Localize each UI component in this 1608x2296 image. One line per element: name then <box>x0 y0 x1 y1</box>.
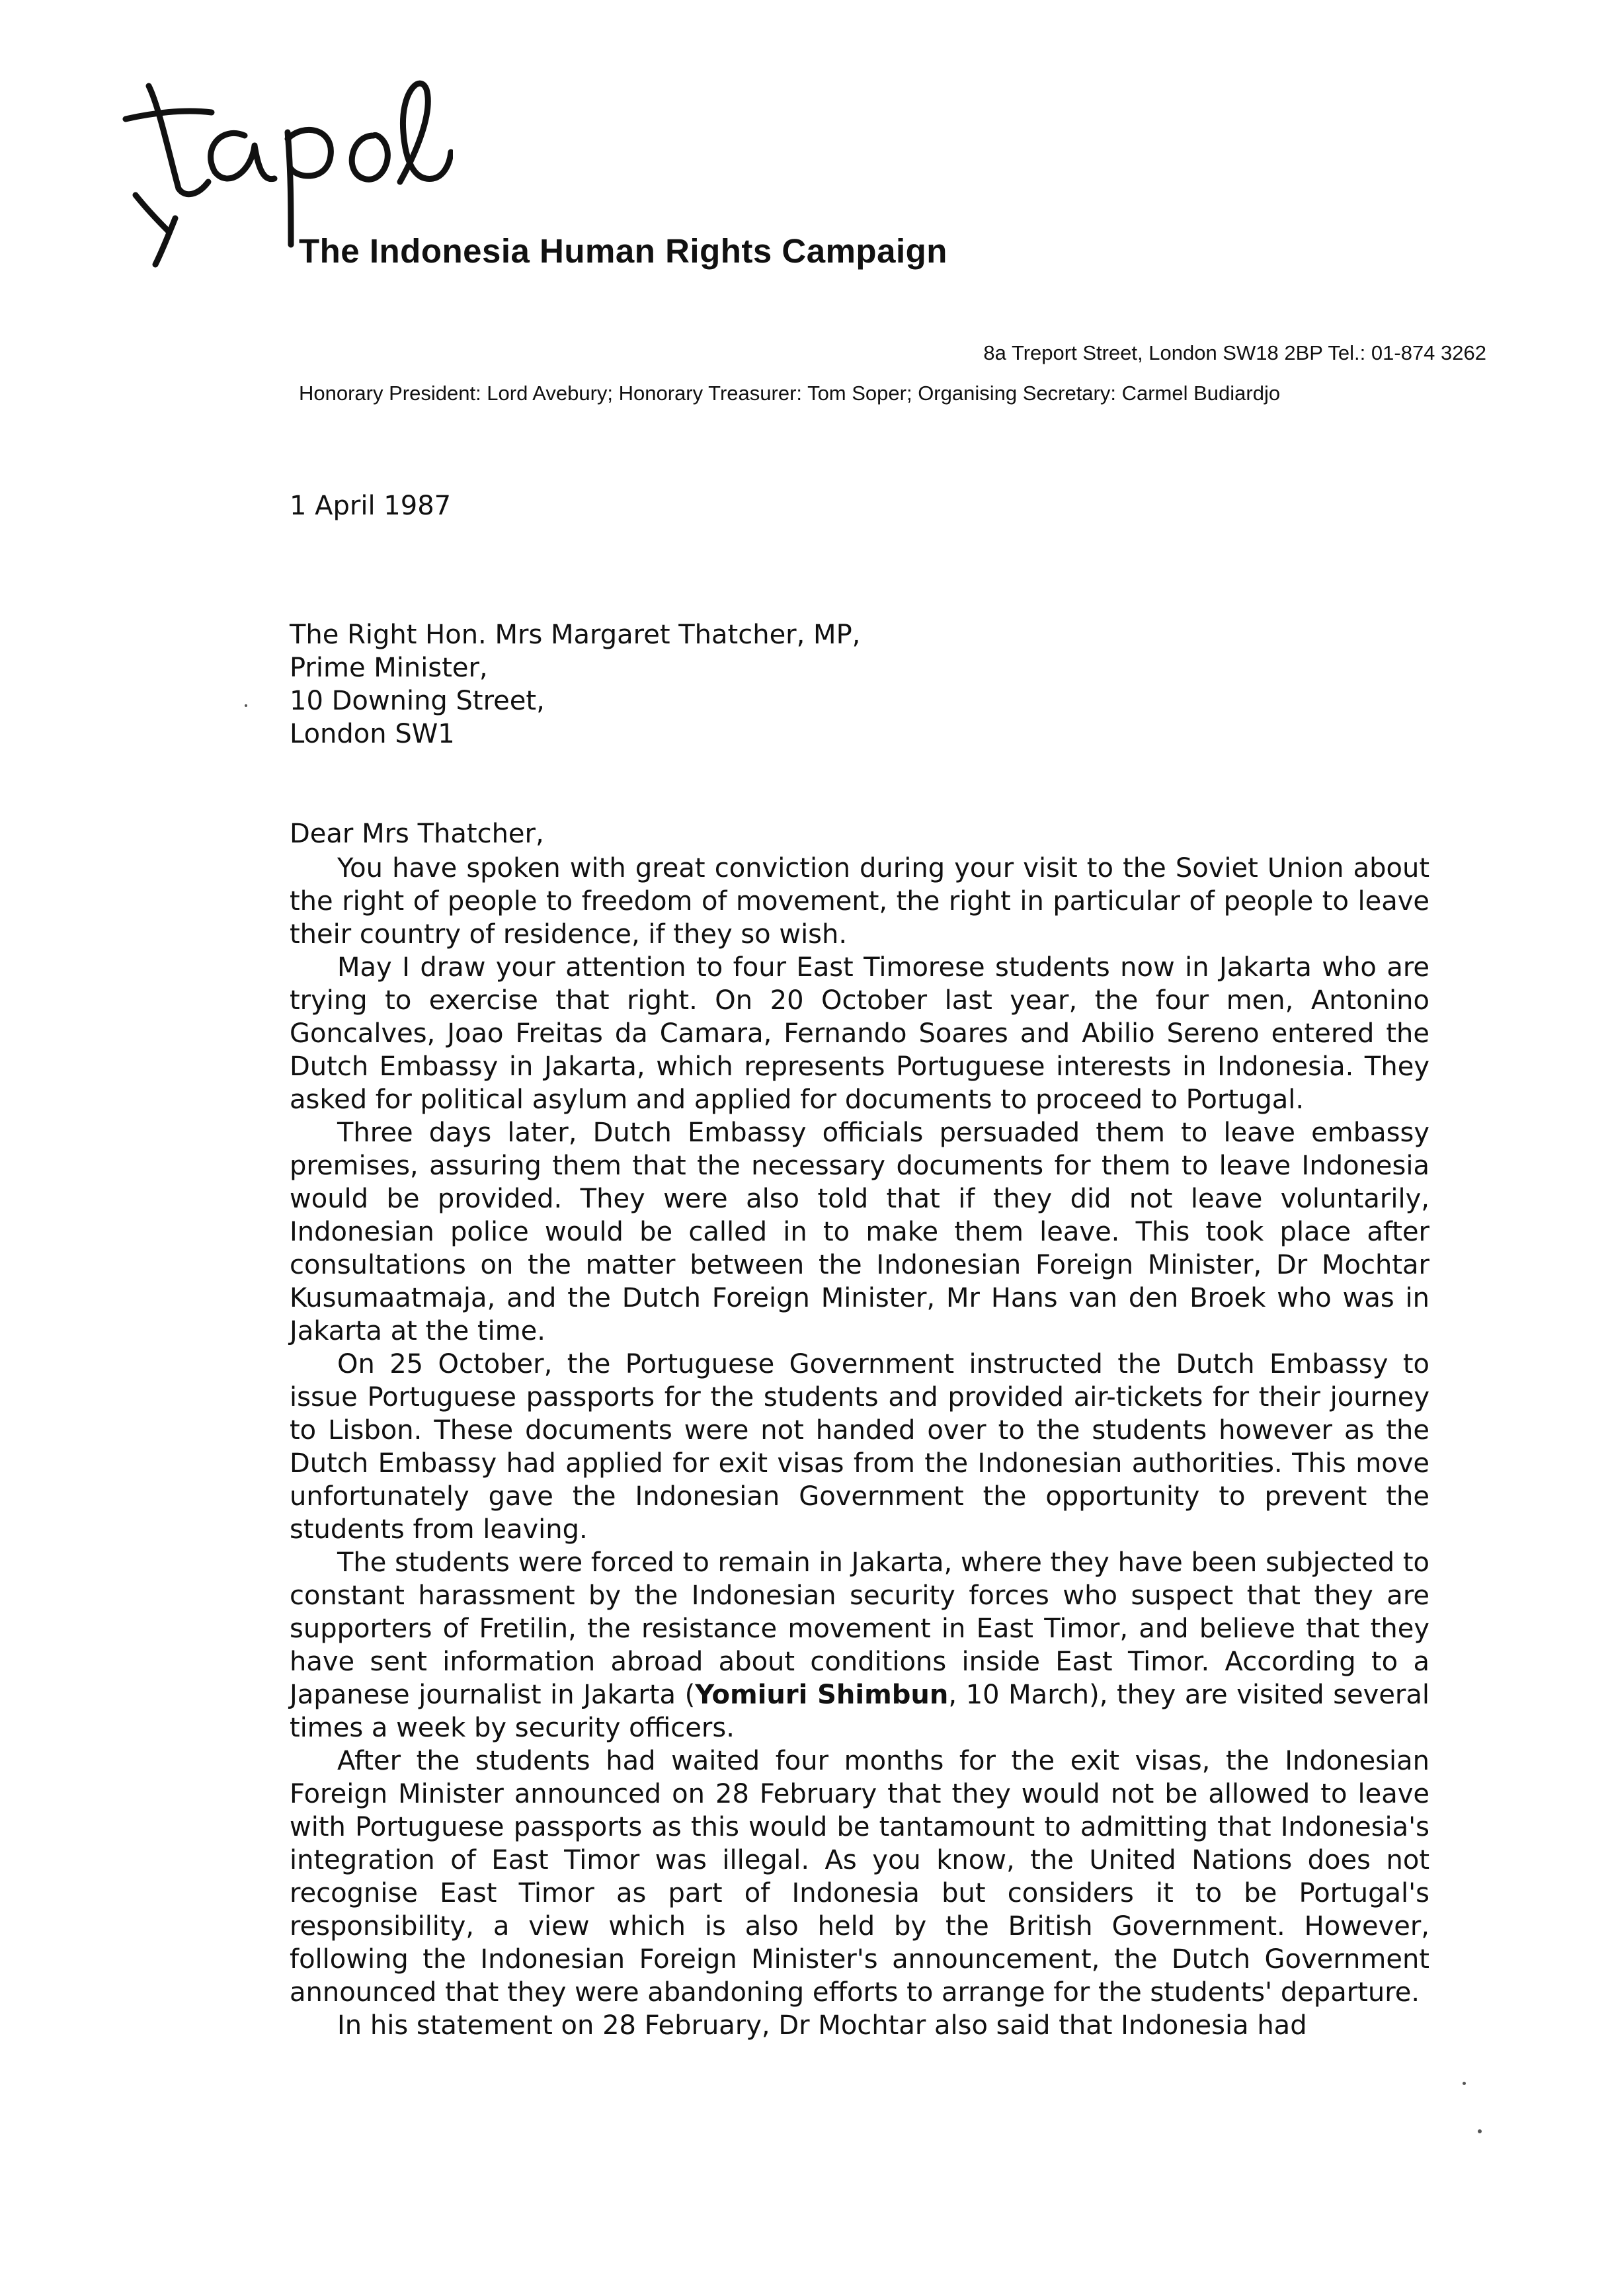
letter-body <box>290 852 1429 2042</box>
salutation: Dear Mrs Thatcher, <box>290 819 544 849</box>
recipient-address <box>290 618 860 751</box>
publication-name: Yomiuri Shimbun <box>695 1680 949 1710</box>
scan-speck <box>1478 2129 1482 2133</box>
recipient-line: 10 Downing Street, <box>290 686 545 716</box>
body-paragraph: On 25 October, the Portuguese Government instructed the Dutch Embassy to issue Portuguese passports for the students and provided air-tickets for their journey to Lisbon. These documents were not handed over to the students however as the Dutch Embassy had applied for exit visas from the Indonesian authorities. This move unfortunately gave the Indonesian Government the opportunity to prevent the students from leaving. <box>290 1349 1429 1545</box>
letter-date: 1 April 1987 <box>290 491 452 521</box>
paragraph-text: The students were forced to remain in Jakarta, where they have been subjected to constant harassment by the Indonesian security forces who suspect that they are supporters of Fretilin, the resistance movement in East Timor, and believe that they have sent information abroad about conditions inside East Timor. According to a Japanese journalist in Jakarta ( <box>290 1547 1429 1710</box>
recipient-line: London SW1 <box>290 719 455 749</box>
org-officers: Honorary President: Lord Avebury; Honorary Treasurer: Tom Soper; Organising Secretary: Carmel Budiardjo <box>299 382 1281 405</box>
scan-speck <box>245 704 247 707</box>
body-paragraph <box>290 1546 1429 1744</box>
recipient-line: The Right Hon. Mrs Margaret Thatcher, MP, <box>290 620 861 650</box>
body-paragraph: In his statement on 28 February, Dr Mochtar also said that Indonesia had <box>337 2010 1307 2041</box>
recipient-line: Prime Minister, <box>290 653 488 683</box>
body-paragraph: After the students had waited four months for the exit visas, the Indonesian Foreign Minister announced on 28 February that they would not be allowed to leave with Portuguese passports as this would be tantamount to admitting that Indonesia's integration of East Timor was illegal. As you know, the United Nations does not recognise East Timor as part of Indonesia but considers it to be Portugal's responsibility, a view which is also held by the British Government. However, following the Indonesian Foreign Minister's announcement, the Dutch Government announced that they were abandoning efforts to arrange for the students' departure. <box>290 1746 1429 2008</box>
org-address: 8a Treport Street, London SW18 2BP Tel.: 01-874 3262 <box>983 341 1486 364</box>
body-paragraph: Three days later, Dutch Embassy officials persuaded them to leave embassy premises, assuring them that the necessary documents for them to leave Indonesia would be provided. They were also told that if they did not leave voluntarily, Indonesian police would be called in to make them leave. This took place after consultations on the matter between the Indonesian Foreign Minister, Dr Mochtar Kusumaatmaja, and the Dutch Foreign Minister, Mr Hans van den Broek who was in Jakarta at the time. <box>290 1118 1429 1346</box>
org-name: The Indonesia Human Rights Campaign <box>299 232 947 270</box>
body-paragraph: May I draw your attention to four East Timorese students now in Jakarta who are trying to exercise that right. On 20 October last year, the four men, Antonino Goncalves, Joao Freitas da Camara, Fernando Soares and Abilio Sereno entered the Dutch Embassy in Jakarta, which represents Portuguese interests in Indonesia. They asked for political asylum and applied for documents to proceed to Portugal. <box>290 952 1429 1115</box>
paragraph-text: , 10 March), they are visited several times a week by security officers. <box>290 1680 1429 1743</box>
body-paragraph: You have spoken with great conviction during your visit to the Soviet Union about the right of people to freedom of movement, the right in particular of people to leave their country of residence, if they so wish. <box>290 853 1429 950</box>
scan-speck <box>1463 2082 1466 2085</box>
